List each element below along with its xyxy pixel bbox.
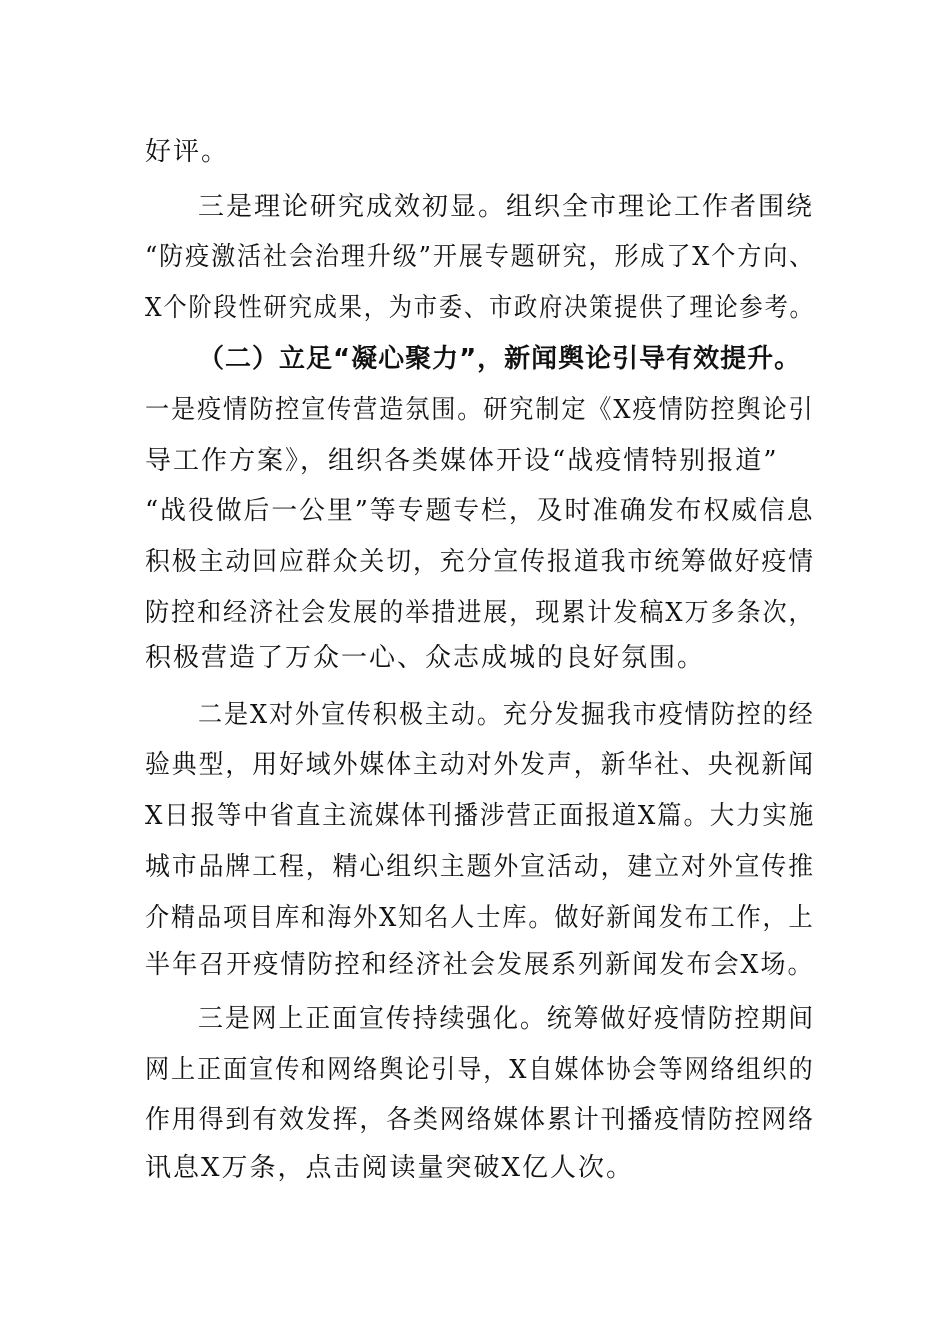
paragraph-line: 二是X对外宣传积极主动。充分发掘我市疫情防控的经 (198, 700, 815, 730)
paragraph-line: 城市品牌工程，精心组织主题外宣活动，建立对外宣传推 (145, 852, 815, 882)
paragraph-line: 导工作方案》，组织各类媒体开设“战疫情特别报道” (145, 446, 779, 476)
paragraph-line: 网上正面宣传和网络舆论引导，X自媒体协会等网络组织的 (145, 1055, 815, 1085)
paragraph-line: 半年召开疫情防控和经济社会发展系列新闻发布会X场。 (145, 950, 815, 980)
paragraph-line: 作用得到有效发挥，各类网络媒体累计刊播疫情防控网络 (145, 1105, 815, 1135)
paragraph-line: “防疫激活社会治理升级”开展专题研究，形成了X个方向、 (145, 242, 816, 272)
paragraph-line: 积极主动回应群众关切，充分宣传报道我市统筹做好疫情 (145, 547, 815, 577)
paragraph-line: “战役做后一公里”等专题专栏，及时准确发布权威信息 (145, 496, 815, 526)
paragraph-line: 一是疫情防控宣传营造氛围。研究制定《X疫情防控舆论引 (145, 395, 815, 425)
paragraph-line: X个阶段性研究成果，为市委、市政府决策提供了理论参考。 (145, 293, 815, 323)
paragraph-line: 防控和经济社会发展的举措进展，现累计发稿X万多条次， (145, 598, 815, 628)
paragraph-line: 三是网上正面宣传持续强化。统筹做好疫情防控期间 (198, 1004, 816, 1034)
paragraph-line: X日报等中省直主流媒体刊播涉营正面报道X篇。大力实施 (145, 801, 816, 831)
paragraph-line: 讯息X万条，点击阅读量突破X亿人次。 (145, 1153, 635, 1183)
paragraph-line: 验典型，用好域外媒体主动对外发声，新华社、央视新闻 (145, 750, 815, 780)
section-heading: （二）立足“凝心聚力”，新闻舆论引导有效提升。 (198, 344, 802, 374)
paragraph-line: 三是理论研究成效初显。组织全市理论工作者围绕 (198, 192, 815, 222)
paragraph-line: 介精品项目库和海外X知名人士库。做好新闻发布工作，上 (145, 903, 815, 933)
paragraph-line: 积极营造了万众一心、众志成城的良好氛围。 (145, 643, 706, 673)
paragraph-line: 好评。 (145, 137, 230, 167)
